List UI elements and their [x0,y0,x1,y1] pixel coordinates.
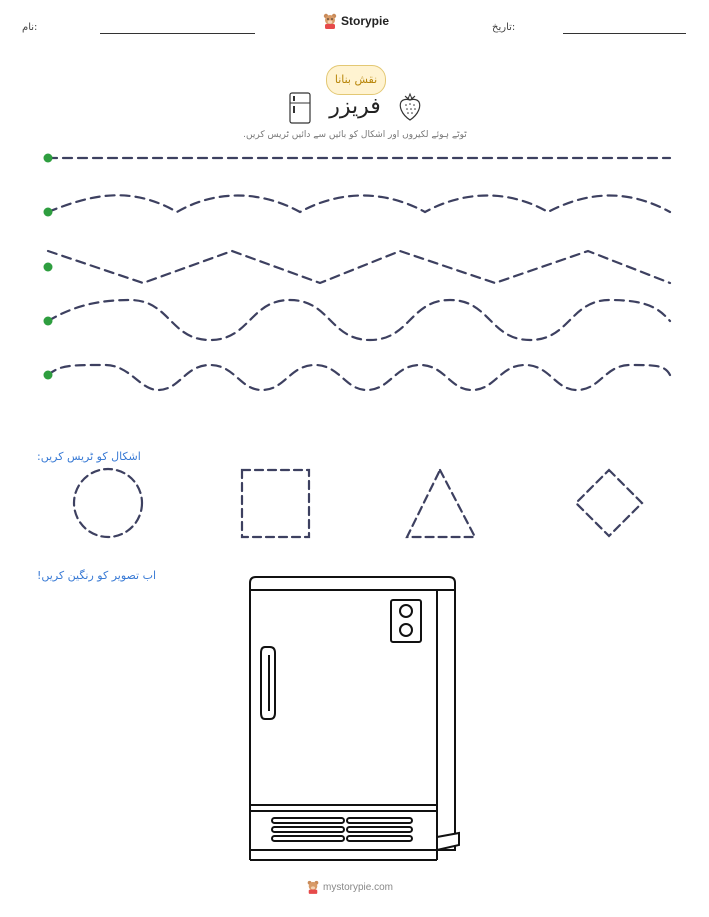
start-dot-5 [44,371,53,380]
trace-line-wave-1 [48,195,670,212]
trace-line-wave-2 [48,300,670,340]
fridge-coloring-image [247,575,462,865]
trace-shapes [0,460,709,550]
trace-diamond [576,470,642,536]
brand-name: Storypie [341,14,390,28]
footer-url[interactable]: mystorypie.com [323,881,394,893]
date-label-text: تاریخ: [492,22,516,33]
start-dot-2 [44,208,53,217]
trace-square [242,470,309,537]
shapes-heading: اشکال کو ٹریس کریں: [37,450,141,463]
page-title: فریزر [329,94,381,119]
trace-line-zigzag [48,251,670,283]
instruction-text: ٹوٹے ہوئے لکیروں اور اشکال کو بائیں سے دائیں ٹریس کریں. [243,130,467,140]
bear-logo-icon [307,880,319,894]
activity-badge: نقش بنانا [326,65,386,95]
trace-circle [74,469,142,537]
footer [307,880,393,894]
trace-triangle [407,470,475,537]
start-dot-4 [44,317,53,326]
tracing-lines [0,0,709,420]
start-dot-1 [44,154,53,163]
start-dot-3 [44,263,53,272]
date-label: نام: [22,22,38,33]
trace-line-wave-3 [48,365,670,390]
color-heading: اب تصویر کو رنگین کریں! [37,569,157,582]
